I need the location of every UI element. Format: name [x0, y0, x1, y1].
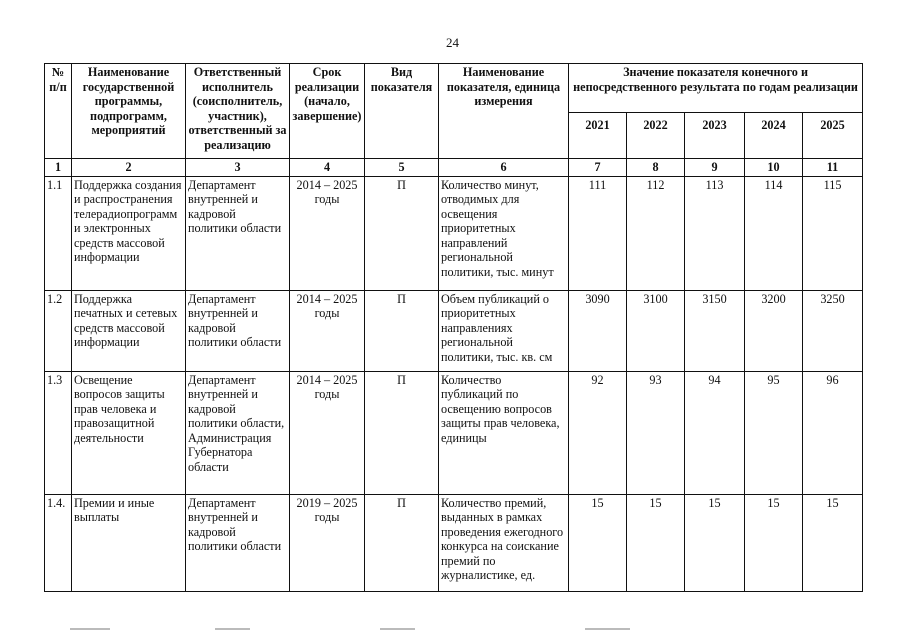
table-row	[45, 371, 863, 494]
year-cell: 2023	[685, 113, 745, 159]
row-number: 1.2	[45, 290, 72, 371]
row-name: Поддержка печатных и сетевых средств массовой информации	[72, 290, 186, 371]
row-value: 93	[627, 371, 685, 494]
header-name: Наименование государственной программы, подпрограмм, мероприятий	[72, 64, 186, 159]
row-value: 15	[627, 494, 685, 591]
header-no: № п/п	[45, 64, 72, 159]
scan-artifact	[215, 628, 250, 630]
row-number: 1.4.	[45, 494, 72, 591]
row-term: 2014 – 2025 годы	[290, 290, 365, 371]
row-value: 15	[569, 494, 627, 591]
table-row	[45, 176, 863, 290]
year-cell: 2022	[627, 113, 685, 159]
header-values: Значение показателя конечного и непосредственного результата по годам реализации	[569, 64, 863, 113]
row-value: 15	[685, 494, 745, 591]
column-numbers-row	[45, 159, 863, 177]
row-value: 111	[569, 176, 627, 290]
table-row	[45, 290, 863, 371]
table-row	[45, 494, 863, 591]
row-type: П	[365, 371, 439, 494]
row-term: 2014 – 2025 годы	[290, 371, 365, 494]
row-number: 1.3	[45, 371, 72, 494]
column-number: 8	[627, 159, 685, 177]
row-value: 113	[685, 176, 745, 290]
row-responsible: Департамент внутренней и кадровой политики области, Администрация Губернатора области	[186, 371, 290, 494]
row-value: 3100	[627, 290, 685, 371]
row-value: 3090	[569, 290, 627, 371]
column-number: 7	[569, 159, 627, 177]
row-value: 15	[745, 494, 803, 591]
row-value: 95	[745, 371, 803, 494]
row-value: 94	[685, 371, 745, 494]
year-cell: 2025	[803, 113, 863, 159]
row-name: Премии и иные выплаты	[72, 494, 186, 591]
column-number: 6	[439, 159, 569, 177]
row-type: П	[365, 176, 439, 290]
row-value: 3250	[803, 290, 863, 371]
row-responsible: Департамент внутренней и кадровой политики области	[186, 290, 290, 371]
row-value: 15	[803, 494, 863, 591]
indicators-table	[44, 63, 863, 592]
scan-artifact	[70, 628, 110, 630]
row-indicator: Количество премий, выданных в рамках проведения ежегодного конкурса на соискание премий по журналистике, ед.	[439, 494, 569, 591]
row-term: 2014 – 2025 годы	[290, 176, 365, 290]
header-row	[45, 64, 863, 113]
page-number: 24	[446, 35, 459, 50]
column-number: 9	[685, 159, 745, 177]
row-responsible: Департамент внутренней и кадровой политики области	[186, 176, 290, 290]
column-number: 5	[365, 159, 439, 177]
row-value: 114	[745, 176, 803, 290]
row-value: 112	[627, 176, 685, 290]
row-type: П	[365, 494, 439, 591]
column-number: 3	[186, 159, 290, 177]
row-value: 3200	[745, 290, 803, 371]
column-number: 11	[803, 159, 863, 177]
row-indicator: Количество публикаций по освещению вопросов защиты прав человека, единицы	[439, 371, 569, 494]
column-number: 2	[72, 159, 186, 177]
row-name: Поддержка создания и распространения телерадиопрограмм и электронных средств массовой информации	[72, 176, 186, 290]
row-value: 92	[569, 371, 627, 494]
column-number: 10	[745, 159, 803, 177]
column-number: 1	[45, 159, 72, 177]
column-number: 4	[290, 159, 365, 177]
row-value: 96	[803, 371, 863, 494]
header-term: Срок реализации (начало, завершение)	[290, 64, 365, 159]
row-name: Освещение вопросов защиты прав человека и правозащитной деятельности	[72, 371, 186, 494]
year-cell: 2024	[745, 113, 803, 159]
row-number: 1.1	[45, 176, 72, 290]
year-cell: 2021	[569, 113, 627, 159]
header-type: Вид показателя	[365, 64, 439, 159]
row-value: 115	[803, 176, 863, 290]
header-responsible: Ответственный исполнитель (соисполнитель, участник), ответственный за реализацию	[186, 64, 290, 159]
header-indicator: Наименование показателя, единица измерения	[439, 64, 569, 159]
row-indicator: Количество минут, отводимых для освещения приоритетных направлений региональной политики, тыс. минут	[439, 176, 569, 290]
row-term: 2019 – 2025 годы	[290, 494, 365, 591]
row-responsible: Департамент внутренней и кадровой политики области	[186, 494, 290, 591]
row-indicator: Объем публикаций о приоритетных направлениях региональной политики, тыс. кв. см	[439, 290, 569, 371]
scan-artifact	[380, 628, 415, 630]
row-type: П	[365, 290, 439, 371]
scan-artifact	[585, 628, 630, 630]
row-value: 3150	[685, 290, 745, 371]
